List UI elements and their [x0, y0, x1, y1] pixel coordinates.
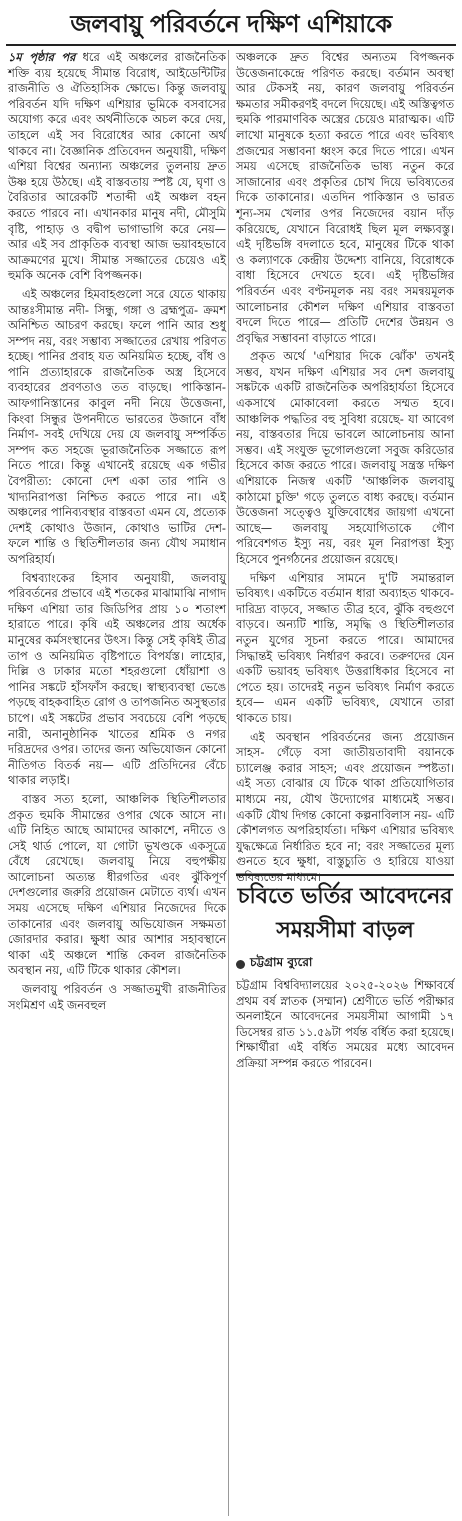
article-headline: জলবায়ু পরিবর্তনে দক্ষিণ এশিয়াকে	[70, 10, 392, 38]
news-brief	[236, 874, 454, 1516]
article-paragraph: বাস্তব সত্য হলো, আঞ্চলিক স্থিতিশীলতার প্রকৃত হুমকি সীমান্তের ওপার থেকে আসে না। এটি নিহিত আছে আমাদের আকাশে, নদীতে ও সেই থার্ড পোলে, যা গোটা ভূখণ্ডকে একসূত্রে বেঁধে রেখেছে। জলবায়ু নিয়ে বহুপক্ষীয় আলোচনা অত্যন্ত ধীরগতির এবং ঝুঁকিপূর্ণ দেশগুলোর জরুরি প্রয়োজন মেটাতে ব্যর্থ। এখন সময় এসেছে দক্ষিণ এশিয়ার নিজেদের দিকে তাকানোর এবং জলবায়ু অভিযোজন সক্ষমতা জোরদার করার। ক্ষুধা আর আশার সহাবস্থানে থাকা এই অঞ্চলে শান্তি কেবল রাজনৈতিক অবস্থান নয়, এটি টিকে থাকার কৌশল।	[8, 791, 226, 978]
brief-text: চট্টগ্রাম বিশ্ববিদ্যালয়ের ২০২৫-২০২৬ শিক্ষাবর্ষে প্রথম বর্ষ স্নাতক (সম্মান) শ্রেণীতে ভর্তি পরীক্ষার অনলাইনে আবেদনের সময়সীমা আগামী ১৭ ডিসেম্বর রাত ১১.৫৯টা পর্যন্ত বর্ধিত করা হয়েছে। শিক্ষার্থীরা এই বর্ধিত সময়ের মধ্যে আবেদন প্রক্রিয়া সম্পন্ন করতে পারবেন।	[236, 978, 454, 1070]
article-paragraph: দক্ষিণ এশিয়ার সামনে দু'টি সমান্তরাল ভবিষ্যৎ। একটিতে বর্তমান ধারা অব্যাহত থাকবে- দারিদ্র্য বাড়বে, সজ্জাত তীব্র হবে, ঝুঁকি বহুগুণে বাড়বে। অন্যটি শান্তি, সমৃদ্ধি ও স্থিতিশীলতার নতুন যুগের সূচনা করতে পারে। আমাদের সিদ্ধান্তই ভবিষ্যৎ নির্ধারণ করবে। তরুণদের যেন একটি ভয়াবহ ভবিষ্যৎ উত্তরাধিকার হিসেবে না পেতে হয়। তাদেরই নতুন ভবিষ্যৎ নির্মাণ করতে হবে— এমন একটি ভবিষ্যৎ, যেখানে তারা থাকতে চায়।	[236, 570, 454, 725]
bullet-icon	[236, 960, 245, 969]
article-paragraph: জলবায়ু পরিবর্তন ও সজ্জাতমুখী রাজনীতির সংমিশ্রণ এই জনবহুল	[8, 982, 226, 1012]
byline-text: চট্টগ্রাম ব্যুরো	[250, 955, 313, 969]
article-column-left	[8, 50, 226, 1516]
column-divider	[228, 50, 229, 1516]
headline-rule	[6, 44, 456, 46]
article-paragraph: প্রকৃত অর্থে 'এশিয়ার দিকে ঝোঁক' তখনই সম্ভব, যখন দক্ষিণ এশিয়ার সব দেশ জলবায়ু সঙ্কটকে একটি রাজনৈতিক অপরিহার্যতা হিসেবে একসাথে মোকাবেলা করতে সম্মত হবে। আঞ্চলিক পদ্ধতির বহু সুবিধা রয়েছে- যা আবেগ নয়, বাস্তবতার দিয়ে ভাবলে আলোচনায় আনা সম্ভব। এই সংযুক্ত ভূগোলগুলো সবুজ করিডোর হিসেবে কাজ করতে পারে। জলবায়ু সন্ত্রস্ত দক্ষিণ এশিয়াকে নিজস্ব একটি 'আঞ্চলিক জলবায়ু কাঠামো চুক্তি' গড়ে তুলতে বাধ্য করছে। বর্তমান উত্তেজনা সত্ত্বেও যুক্তিবোধের জায়গা এখনো আছে— জলবায়ু সহযোগিতাকে গৌণ পরিবেশগত ইস্যু নয়, বরং মূল নিরাপত্তা ইস্যু হিসেবে পুনর্গঠনের প্রয়োজন রয়েছে।	[236, 349, 454, 566]
article-column-right	[236, 50, 454, 884]
article-paragraph: এই অঞ্চলের হিমবাহগুলো সরে যেতে থাকায় আন্তঃসীমান্ত নদী- সিন্ধু, গঙ্গা ও ব্রহ্মপুত্র- ক্রমশ অনিশ্চিত আচরণ করছে। ফলে পানি আর শুধু সম্পদ নয়, বরং সম্ভাব্য সজ্জাতের রেখায় পরিণত হচ্ছে। পানির প্রবাহ যত অনিয়মিত হচ্ছে, বাঁধ ও পানি প্রত্যাহারকে রাজনৈতিক অস্ত্র হিসেবে ব্যবহারের প্রবণতাও তত বাড়ছে। পাকিস্তান-আফগানিস্তানের কাবুল নদী নিয়ে উত্তেজনা, কিংবা সিন্ধুর উপনদীতে ভারতের উজানে বাঁধ নির্মাণ- সবই দেখিয়ে দেয় যে জলবায়ু সম্পর্কিত সম্পদ কত সহজে ভূরাজনৈতিক সজ্জাতে রূপ নিতে পারে। কিন্তু এখানেই রয়েছে এক গভীর বৈপরীত্য: কোনো দেশ একা তার পানি ও খাদ্যনিরাপত্তা নিশ্চিত করতে পারে না। এই অঞ্চলের পানিব্যবস্থার বাস্তবতা এমন যে, প্রত্যেক দেশই কোথাও উজান, কোথাও ভাটির দেশ- ফলে শান্তি ও স্থিতিশীলতার জন্য যৌথ সমাধান অপরিহার্য।	[8, 286, 226, 566]
article-paragraph: বিশ্বব্যাংকের হিসাব অনুযায়ী, জলবায়ু পরিবর্তনের প্রভাবে এই শতকের মাঝামাঝি নাগাদ দক্ষিণ এশিয়া তার জিডিপির প্রায় ১০ শতাংশ হারাতে পারে। কৃষি এই অঞ্চলের প্রায় অর্ধেক মানুষের কর্মসংস্থানের উৎস। কিন্তু সেই কৃষিই তীব্র তাপ ও অনিয়মিত বৃষ্টিপাতে বিপর্যস্ত। লাহোর, দিল্লি ও ঢাকার মতো শহরগুলো ধোঁয়াশা ও পানির সঙ্কটে হাঁসফাঁস করছে। স্বাস্থ্যব্যবস্থা ভেঙে পড়ছে বাহকবাহিত রোগ ও তাপজনিত অসুস্থতার চাপে। এই সঙ্কটের প্রভাব সবচেয়ে বেশি পড়ছে নারী, অনানুষ্ঠানিক খাতের শ্রমিক ও নগর দরিদ্রদের ওপর। তাদের জন্য অভিযোজন কোনো নীতিগত বিতর্ক নয়— এটি প্রতিদিনের বেঁচে থাকার লড়াই।	[8, 570, 226, 788]
brief-byline	[236, 954, 454, 974]
article-paragraph: ১ম পৃষ্ঠার পর ধরে এই অঞ্চলের রাজনৈতিক শক্তি ব্যয় হয়েছে সীমান্ত বিরোধ, আইডেন্টিটির রাজনীতি ও ঐতিহাসিক ক্ষোভে। কিন্তু জলবায়ু পরিবর্তন যদি দক্ষিণ এশিয়ার ভূমিকে বসবাসের অযোগ্য করে এবং অর্থনীতিকে অচল করে দেয়, তাহলে এই সব বিরোধের আর কোনো অর্থ থাকবে না। বৈজ্ঞানিক প্রতিবেদন অনুযায়ী, দক্ষিণ এশিয়া বিশ্বের অন্যান্য অঞ্চলের তুলনায় দ্রুত উষ্ণ হয়ে উঠছে। এই বাস্তবতায় স্পষ্ট যে, ঘৃণা ও বৈরিতার আরেকটি শতাব্দী এই অঞ্চল বহন করতে পারবে না। এখানকার মানুষ নদী, মৌসুমি বৃষ্টি, পাহাড় ও বদ্বীপ ভাগাভাগি করে নেয়— আর এই সব প্রাকৃতিক ব্যবস্থা আজ ভয়াবহভাবে আক্রমণের মুখে। সীমান্ত সজ্জাতের চেয়েও এই হুমকি অনেক বেশি বিপজ্জনক।	[8, 50, 226, 283]
continued-label: ১ম পৃষ্ঠার পর	[8, 50, 76, 64]
article-paragraph: এই অবস্থান পরিবর্তনের জন্য প্রয়োজন সাহস- গেঁড়ে বসা জাতীয়তাবাদী বয়ানকে চ্যালেঞ্জ করার সাহস; এবং প্রয়োজন স্পষ্টতা। এই সত্য বোঝার যে টিকে থাকা প্রতিযোগিতার মাধ্যমে নয়, যৌথ উদ্যোগের মাধ্যমেই সম্ভব। একটি যৌথ দিগন্ত কোনো কল্পনাবিলাস নয়- এটি কৌশলগত অপরিহার্যতা। দক্ষিণ এশিয়ার ভবিষ্যৎ যুদ্ধক্ষেত্রে নির্ধারিত হবে না; বরং সজ্জাতের মূল্য গুনতে হবে ক্ষুধা, বাস্তুচ্যুতি ও হারিয়ে যাওয়া ভবিষ্যতের মাধ্যমে।	[236, 729, 454, 884]
article-paragraph: অঞ্চলকে দ্রুত বিশ্বের অন্যতম বিপজ্জনক উত্তেজনাকেন্দ্রে পরিণত করছে। বর্তমান অবস্থা আর টেকসই নয়, কারণ জলবায়ু পরিবর্তন ক্ষমতার সমীকরণই বদলে দিয়েছে। এই অস্তিত্বগত হুমকি পারমাণবিক অস্ত্রের চেয়েও মারাত্মক। এটি লাখো মানুষকে হত্যা করতে পারে এবং ভবিষ্যৎ প্রজন্মের সম্ভাবনা ধ্বংস করে দিতে পারে। এখন সময় এসেছে রাজনৈতিক ভাষ্য নতুন করে সাজানোর এবং প্রকৃতির চোখ দিয়ে ভবিষ্যতের দিকে তাকানোর। এতদিন পাকিস্তান ও ভারত শূন্য-সম খেলার ওপর নিজেদের বয়ান দাঁড় করিয়েছে, যেখানে বিরোধই ছিল মূল লক্ষ্যবস্তু। এই দৃষ্টিভঙ্গি বদলাতে হবে, মানুষের টিকে থাকা ও কল্যাণকে কেন্দ্রীয় উদ্দেশ্য বানিয়ে, বিরোধকে বাধা হিসেবে দেখতে হবে। এই দৃষ্টিভঙ্গির পরিবর্তন এবং বণ্টনমূলক নয় বরং সমন্বয়মূলক আলোচনার কৌশল দক্ষিণ এশিয়ার বাস্তবতা বদলে দিতে পারে— প্রতিটি দেশের উন্নয়ন ও প্রবৃদ্ধির সম্ভাবনা বাড়াতে পারে।	[236, 50, 454, 345]
brief-headline: চবিতে ভর্তির আবেদনের সময়সীমা বাড়ল	[236, 874, 454, 948]
